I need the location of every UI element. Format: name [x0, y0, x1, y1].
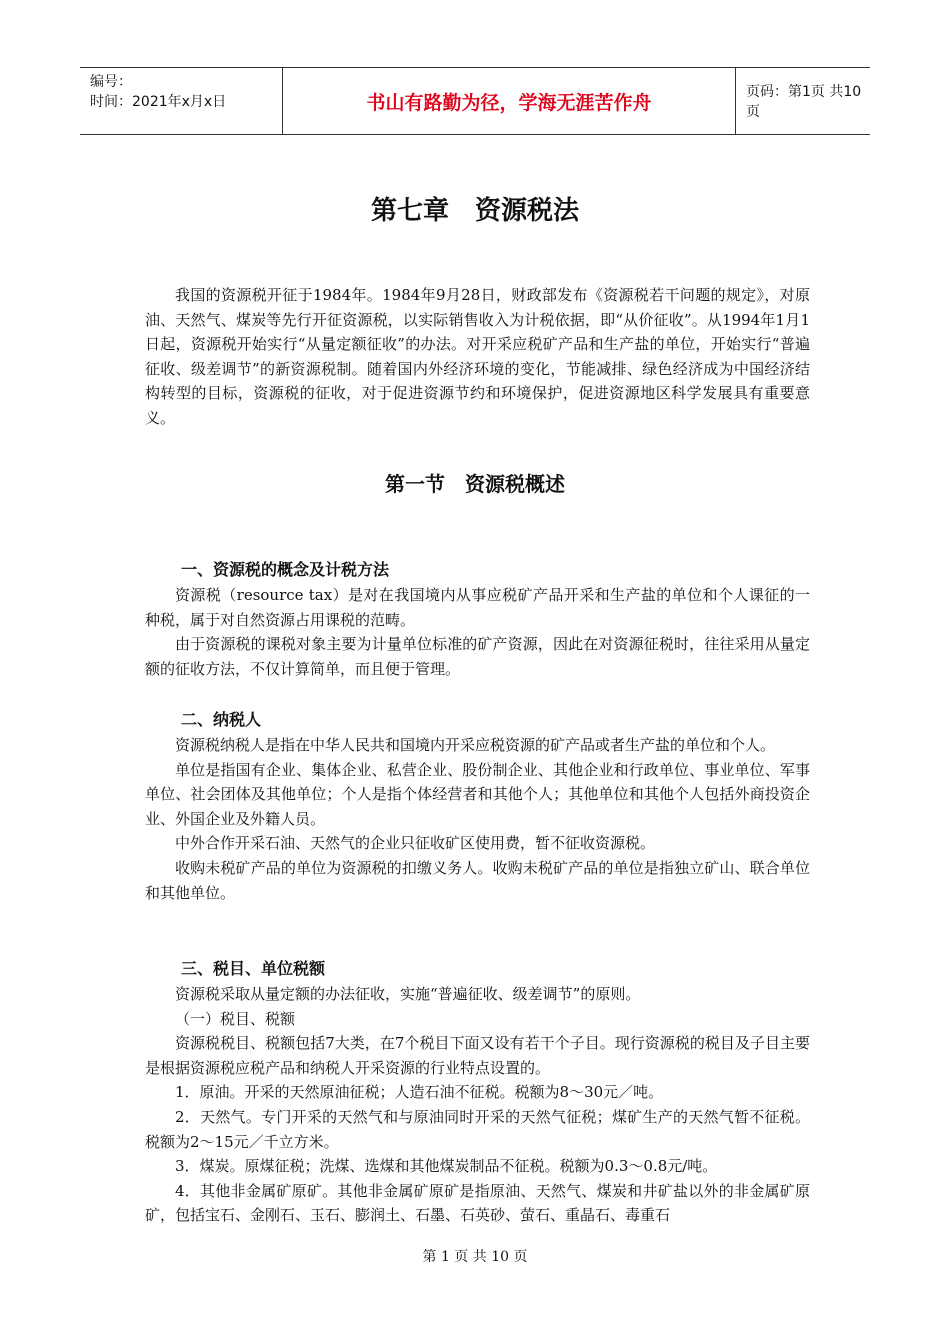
subsection-taxpayer — [145, 707, 810, 905]
paragraph: 资源税采取从量定额的办法征收，实施“普遍征收、级差调节”的原则。 — [175, 985, 641, 1003]
header-motto: 书山有路勤为径，学海无涯苦作舟 — [282, 68, 736, 134]
subsection-concept — [145, 557, 810, 681]
paragraph: 收购未税矿产品的单位为资源税的扣缴义务人。收购未税矿产品的单位是指独立矿山、联合单位和其他单位。 — [145, 858, 810, 902]
subsection-heading: 二、纳税人 — [181, 710, 262, 729]
header-page-info: 页码：第1页 共10页 — [746, 84, 862, 120]
chapter-title: 第七章 资源税法 — [370, 196, 579, 226]
page-header — [80, 67, 870, 135]
header-meta — [80, 68, 282, 134]
subsection-tax-items — [145, 956, 810, 1228]
subsection-heading: 一、资源税的概念及计税方法 — [181, 560, 390, 579]
intro-paragraph: 我国的资源税开征于1984年。1984年9月28日，财政部发布《资源税若干问题的规定》，对原油、天然气、煤炭等先行开征资源税，以实际销售收入为计税依据，即“从价征收”。从1994年1月1日起，资源税开始实行“从量定额征收”的办法。对开采应税矿产品和生产盐的单位，开始实行“普遍征收、级差调节”的新资源税制。随着国内外经济环境的变化，节能减排、绿色经济成为中国经济结构转型的目标，资源税的征收，对于促进资源节约和环境保护，促进资源地区科学发展具有重要意义。 — [145, 286, 810, 427]
paragraph: 由于资源税的课税对象主要为计量单位标准的矿产资源，因此在对资源征税时，往往采用从量定额的征收方法，不仅计算简单，而且便于管理。 — [145, 635, 810, 678]
paragraph: 2．天然气。专门开采的天然气和与原油同时开采的天然气征税；煤矿生产的天然气暂不征税。税额为2～15元／千立方米。 — [145, 1107, 810, 1151]
paragraph: （一）税目、税额 — [175, 1009, 296, 1028]
doc-date: 时间：2021年x月x日 — [90, 94, 227, 110]
doc-number-label: 编号： — [90, 74, 132, 90]
subsection-heading: 三、税目、单位税额 — [181, 959, 326, 978]
page-footer: 第 1 页 共 10 页 — [422, 1249, 528, 1265]
paragraph: 1．原油。开采的天然原油征税；人造石油不征税。税额为8～30元／吨。 — [175, 1083, 664, 1102]
paragraph: 资源税纳税人是指在中华人民共和国境内开采应税资源的矿产品或者生产盐的单位和个人。 — [175, 736, 776, 754]
paragraph: 资源税（resource tax）是对在我国境内从事应税矿产品开采和生产盐的单位和个人课征的一种税，属于对自然资源占用课税的范畴。 — [145, 586, 810, 629]
paragraph: 3．煤炭。原煤征税；洗煤、选煤和其他煤炭制品不征税。税额为0.3～0.8元/吨。 — [175, 1157, 718, 1176]
paragraph: 中外合作开采石油、天然气的企业只征收矿区使用费，暂不征收资源税。 — [175, 834, 656, 853]
paragraph: 资源税税目、税额包括7大类，在7个税目下面又设有若干个子目。现行资源税的税目及子目主要是根据资源税应税产品和纳税人开采资源的行业特点设置的。 — [145, 1034, 810, 1077]
intro-block — [145, 283, 810, 431]
section-title: 第一节 资源税概述 — [385, 472, 565, 496]
paragraph: 4．其他非金属矿原矿。其他非金属矿原矿是指原油、天然气、煤炭和井矿盐以外的非金属矿原矿，包括宝石、金刚石、玉石、膨润土、石墨、石英砂、萤石、重晶石、毒重石 — [145, 1181, 810, 1225]
paragraph: 单位是指国有企业、集体企业、私营企业、股份制企业、其他企业和行政单位、事业单位、军事单位、社会团体及其他单位；个人是指个体经营者和其他个人；其他单位和其他个人包括外商投资企业、外国企业及外籍人员。 — [145, 760, 810, 828]
